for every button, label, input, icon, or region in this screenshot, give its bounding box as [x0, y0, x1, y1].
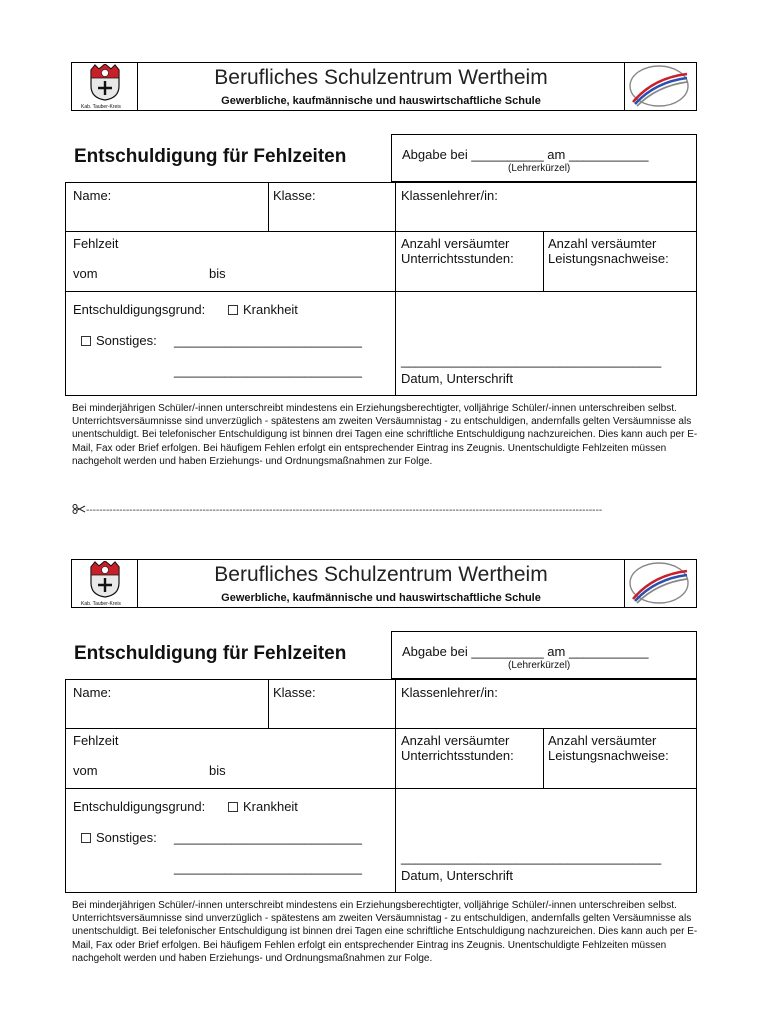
- form-grid: [65, 679, 697, 893]
- school-name: Berufliches Schulzentrum Wertheim: [214, 563, 548, 586]
- sonstiges-input-2[interactable]: __________________________: [174, 363, 362, 378]
- sonstiges-label: Sonstiges:: [96, 830, 157, 845]
- klassenlehrer-field[interactable]: Klassenlehrer/in:: [401, 188, 498, 203]
- krankheit-label: Krankheit: [243, 799, 298, 814]
- bis-field[interactable]: bis: [209, 763, 226, 778]
- anzahl-stunden-label-1: Anzahl versäumter: [401, 236, 510, 251]
- coat-of-arms-icon: [89, 64, 121, 101]
- abgabe-box: [391, 134, 697, 182]
- signature-label: Datum, Unterschrift: [401, 371, 513, 386]
- logo-left-cell: [72, 63, 138, 110]
- logo-right-cell: [624, 560, 696, 607]
- fehlzeit-label: Fehlzeit: [73, 236, 119, 251]
- vom-field[interactable]: vom: [73, 266, 98, 281]
- name-field[interactable]: Name:: [73, 188, 112, 203]
- cut-dashes: -----------------------------------------------------------------------------------------------------------------------------------------------------------: [86, 505, 603, 516]
- sonstiges-checkbox[interactable]: [81, 833, 91, 843]
- logo-right-cell: [624, 63, 696, 110]
- klassenlehrer-field[interactable]: Klassenlehrer/in:: [401, 685, 498, 700]
- abgabe-line[interactable]: Abgabe bei __________ am ___________: [402, 644, 649, 659]
- school-name: Berufliches Schulzentrum Wertheim: [214, 66, 548, 89]
- school-swoosh-logo-icon: [627, 64, 691, 108]
- abgabe-box: [391, 631, 697, 679]
- krankheit-checkbox[interactable]: [228, 305, 238, 315]
- excuse-form-top: [0, 0, 770, 495]
- sonstiges-label: Sonstiges:: [96, 333, 157, 348]
- grund-label: Entschuldigungsgrund:: [73, 302, 206, 317]
- bis-field[interactable]: bis: [209, 266, 226, 281]
- excuse-form-bottom: [0, 497, 770, 992]
- signature-field[interactable]: ____________________________________: [401, 353, 662, 368]
- abgabe-line[interactable]: Abgabe bei __________ am ___________: [402, 147, 649, 162]
- krankheit-label: Krankheit: [243, 302, 298, 317]
- krankheit-checkbox[interactable]: [228, 802, 238, 812]
- anzahl-leistung-label-1: Anzahl versäumter: [548, 733, 657, 748]
- instructions-para-1: Bei minderjährigen Schüler/-innen unterschreibt mindestens ein Erziehungsberechtigter, volljährige Schüler/-innen unterschreiben selbst.: [72, 900, 677, 911]
- anzahl-stunden-label-2[interactable]: Unterrichtsstunden:: [401, 748, 514, 763]
- anzahl-stunden-label-2[interactable]: Unterrichtsstunden:: [401, 251, 514, 266]
- form-title: Entschuldigung für Fehlzeiten: [74, 146, 347, 167]
- coat-of-arms-icon: [89, 561, 121, 598]
- anzahl-leistung-label-1: Anzahl versäumter: [548, 236, 657, 251]
- school-header: [71, 559, 697, 608]
- form-title: Entschuldigung für Fehlzeiten: [74, 643, 347, 664]
- lehrerkuerzel-hint: (Lehrerkürzel): [508, 163, 571, 174]
- klasse-field[interactable]: Klasse:: [273, 188, 316, 203]
- form-grid: [65, 182, 697, 396]
- sonstiges-option[interactable]: [81, 830, 157, 845]
- signature-field[interactable]: ____________________________________: [401, 850, 662, 865]
- lehrerkuerzel-hint: (Lehrerkürzel): [508, 660, 571, 671]
- signature-label: Datum, Unterschrift: [401, 868, 513, 883]
- name-field[interactable]: Name:: [73, 685, 112, 700]
- sonstiges-input-1[interactable]: __________________________: [174, 333, 362, 348]
- school-swoosh-logo-icon: [627, 561, 691, 605]
- logo-left-caption: Kab. Tauber-Kreis: [81, 104, 121, 110]
- klasse-field[interactable]: Klasse:: [273, 685, 316, 700]
- instructions-para-2: Unterrichtsversäumnisse sind unverzüglich - spätestens am zweiten Versäumnistag - zu entschuldigen, andernfalls gelten Versäumnisse als unentschuldigt. Bei telefonischer Entschuldigung ist binnen drei Tagen eine schriftliche Entschuldigung nachzureichen. Dies kann auch per E-Mail, Fax oder Brief erfolgen. Bei häufigem Fehlen erfolgt ein entsprechender Eintrag ins Zeugnis. Unentschuldigte Fehlzeiten müssen nachgeholt werden und haben Erziehungs- und Ordnungsmaßnahmen zur Folge.: [72, 913, 698, 964]
- school-header: [71, 62, 697, 111]
- instructions-text: [72, 899, 702, 965]
- school-subtitle: Gewerbliche, kaufmännische und hauswirtschaftliche Schule: [221, 592, 541, 604]
- fehlzeit-label: Fehlzeit: [73, 733, 119, 748]
- sonstiges-input-1[interactable]: __________________________: [174, 830, 362, 845]
- school-subtitle: Gewerbliche, kaufmännische und hauswirtschaftliche Schule: [221, 95, 541, 107]
- instructions-text: [72, 402, 702, 468]
- sonstiges-option[interactable]: [81, 333, 157, 348]
- sonstiges-input-2[interactable]: __________________________: [174, 860, 362, 875]
- anzahl-leistung-label-2[interactable]: Leistungsnachweise:: [548, 251, 669, 266]
- sonstiges-checkbox[interactable]: [81, 336, 91, 346]
- instructions-para-2: Unterrichtsversäumnisse sind unverzüglich - spätestens am zweiten Versäumnistag - zu entschuldigen, andernfalls gelten Versäumnisse als unentschuldigt. Bei telefonischer Entschuldigung ist binnen drei Tagen eine schriftliche Entschuldigung nachzureichen. Dies kann auch per E-Mail, Fax oder Brief erfolgen. Bei häufigem Fehlen erfolgt ein entsprechender Eintrag ins Zeugnis. Unentschuldigte Fehlzeiten müssen nachgeholt werden und haben Erziehungs- und Ordnungsmaßnahmen zur Folge.: [72, 416, 698, 467]
- anzahl-stunden-label-1: Anzahl versäumter: [401, 733, 510, 748]
- grund-label: Entschuldigungsgrund:: [73, 799, 206, 814]
- logo-left-caption: Kab. Tauber-Kreis: [81, 601, 121, 607]
- logo-left-cell: [72, 560, 138, 607]
- instructions-para-1: Bei minderjährigen Schüler/-innen unterschreibt mindestens ein Erziehungsberechtigter, volljährige Schüler/-innen unterschreiben selbst.: [72, 403, 677, 414]
- anzahl-leistung-label-2[interactable]: Leistungsnachweise:: [548, 748, 669, 763]
- vom-field[interactable]: vom: [73, 763, 98, 778]
- krankheit-option[interactable]: [228, 799, 298, 814]
- krankheit-option[interactable]: [228, 302, 298, 317]
